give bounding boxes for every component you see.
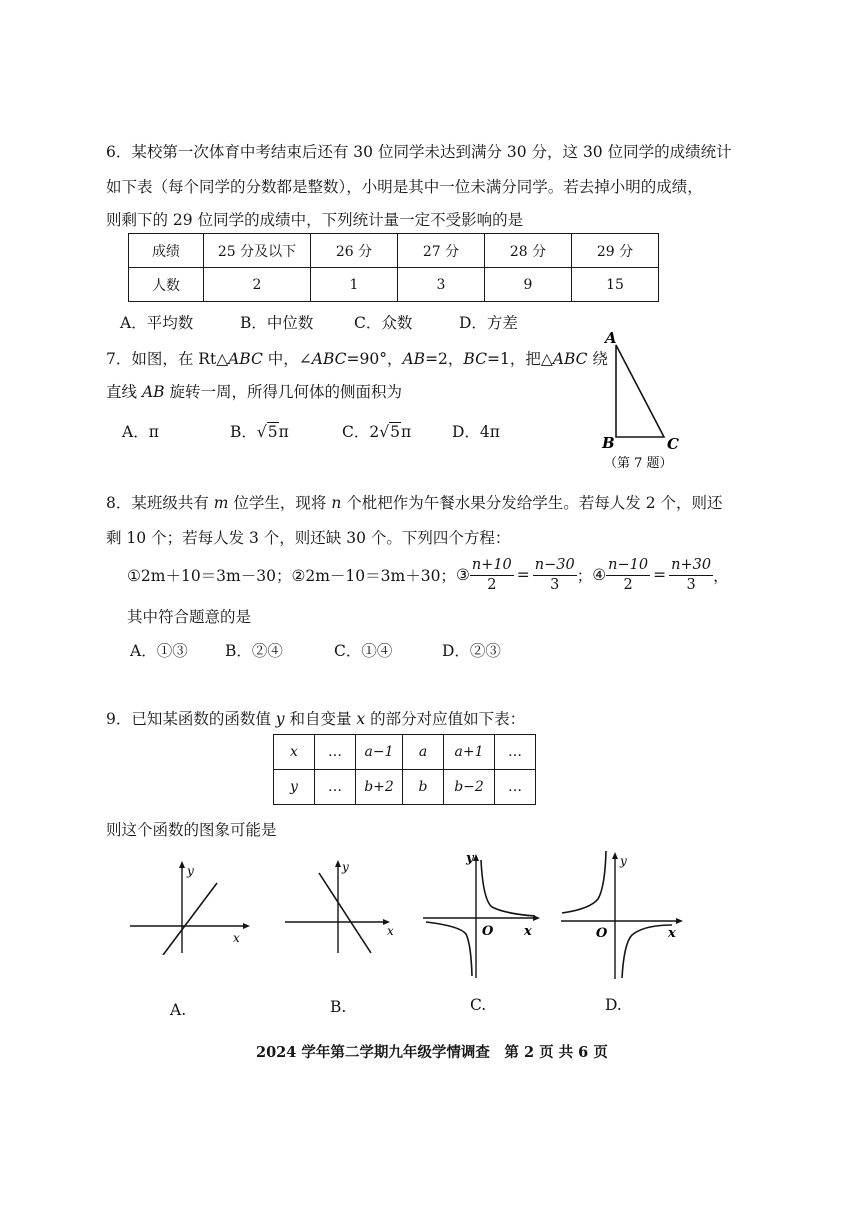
table-cell: y — [274, 770, 315, 805]
q8-var: n — [331, 494, 342, 512]
q8-text: 8．某班级共有 — [106, 494, 214, 512]
graph-b — [283, 855, 403, 955]
sqrt-radicand: 5 — [390, 423, 400, 441]
table-cell: … — [315, 735, 356, 770]
q8-text: 位学生，现将 — [228, 494, 332, 512]
axis-label-x: x — [233, 931, 240, 945]
table-row — [274, 770, 536, 805]
separator: ， — [713, 567, 729, 585]
fraction — [669, 556, 713, 593]
q8-option-c: C．①④ — [334, 642, 393, 660]
table-cell: 9 — [485, 268, 572, 302]
q7-text: =1，把△ — [486, 350, 553, 368]
denominator: 2 — [623, 576, 633, 593]
table-cell: a — [403, 735, 444, 770]
q6-option-b: B．中位数 — [240, 314, 314, 332]
axis-label-x: x — [668, 926, 676, 941]
origin-label: O — [596, 926, 608, 941]
q7-line-2 — [106, 380, 402, 402]
q7-text: 中，∠ — [262, 350, 312, 368]
q6-line-2: 如下表（每个同学的分数都是整数），小明是其中一位未满分同学。若去掉小明的成绩， — [106, 178, 703, 196]
q7-option-c-label: C．2 — [342, 423, 380, 441]
x-axis-arrow-icon — [676, 918, 683, 924]
graph-b-label: B. — [330, 998, 347, 1016]
y-axis-arrow-icon — [179, 861, 185, 868]
table-cell: b−2 — [444, 770, 495, 805]
sqrt-radicand: 5 — [267, 423, 278, 441]
q9-value-table — [273, 734, 536, 805]
q7-var: ABC — [228, 350, 263, 368]
table-cell: 1 — [311, 268, 398, 302]
q7-text: 直线 — [106, 383, 142, 401]
x-axis-arrow-icon — [243, 923, 250, 929]
q9-text: 9．已知某函数的函数值 — [106, 710, 276, 728]
graph-line — [163, 883, 217, 955]
graph-c — [420, 848, 545, 983]
table-cell: x — [274, 735, 315, 770]
table-cell: … — [315, 770, 356, 805]
y-axis-arrow-icon — [473, 854, 479, 861]
table-cell: 27 分 — [398, 234, 485, 268]
q8-option-a: A．①③ — [130, 642, 188, 660]
axis-label-y: y — [342, 860, 349, 874]
fraction — [470, 556, 514, 593]
axis-label-x: x — [524, 924, 532, 939]
equation-4-label: ④ — [592, 566, 607, 584]
q7-option-b: B．√5π — [230, 423, 289, 441]
table-row — [274, 735, 536, 770]
equation-1: ①2m＋10＝3m－30； — [127, 567, 292, 585]
q9-var: y — [275, 710, 285, 728]
table-row — [129, 268, 659, 302]
q8-text: 个枇杷作为午餐水果分发给学生。若每人发 2 个，则还 — [341, 494, 723, 512]
graph-d-label: D. — [605, 996, 622, 1014]
axis-label-y: y — [187, 864, 194, 878]
q9-line-1 — [106, 707, 525, 729]
equation-3-label: ③ — [455, 566, 470, 584]
q8-equations — [127, 552, 729, 598]
label-b: B — [602, 434, 615, 452]
q9-text: 的部分对应值如下表： — [365, 710, 526, 728]
q7-var: ABC — [552, 350, 588, 368]
q6-option-c: C．众数 — [354, 314, 413, 332]
numerator: n−10 — [606, 556, 650, 575]
table-cell: b — [403, 770, 444, 805]
q6-option-d: D．方差 — [459, 314, 518, 332]
q6-line-1: 6．某校第一次体育中考结束后还有 30 位同学未达到满分 30 分，这 30 位同学的成绩统计 — [106, 143, 732, 161]
table-cell: 成绩 — [129, 234, 204, 268]
denominator: 3 — [550, 576, 560, 593]
equals-sign: = — [516, 566, 530, 584]
hyperbola-branch — [426, 922, 472, 976]
denominator: 2 — [487, 576, 497, 593]
table-cell: 人数 — [129, 268, 204, 302]
q7-text: 绕 — [587, 350, 608, 368]
table-cell: 2 — [204, 268, 311, 302]
q7-option-c: C．2√5π — [342, 423, 412, 441]
q7-option-c-pi: π — [401, 423, 412, 441]
table-cell: b+2 — [356, 770, 403, 805]
graph-d — [558, 845, 688, 985]
q8-option-d: D．②③ — [442, 642, 501, 660]
table-cell: … — [495, 770, 536, 805]
axis-label-y: y — [466, 851, 474, 866]
q8-line-4: 其中符合题意的是 — [127, 608, 252, 626]
q9-var: x — [356, 710, 366, 728]
q8-option-b: B．②④ — [225, 642, 283, 660]
q7-option-a: A．π — [122, 423, 159, 441]
hyperbola-branch — [622, 925, 672, 978]
q9-line-2: 则这个函数的图象可能是 — [106, 821, 277, 839]
label-c: C — [667, 435, 679, 453]
q8-var: m — [213, 494, 229, 512]
page-footer: 2024 学年第二学期九年级学情调查 第 2 页 共 6 页 — [256, 1044, 608, 1061]
q7-line-1 — [106, 347, 608, 369]
q7-text: =90°， — [346, 350, 403, 368]
q9-text: 和自变量 — [284, 710, 357, 728]
q6-option-a: A．平均数 — [120, 314, 194, 332]
q7-var: BC — [463, 350, 487, 368]
table-cell: a−1 — [356, 735, 403, 770]
label-a: A — [605, 329, 617, 347]
numerator: n−30 — [533, 556, 577, 575]
table-cell: 28 分 — [485, 234, 572, 268]
q7-var: ABC — [311, 350, 347, 368]
figure-caption: （第 7 题） — [604, 456, 673, 471]
q7-var: AB — [141, 383, 165, 401]
separator: ； — [576, 567, 593, 585]
q7-triangle-figure — [590, 325, 700, 475]
equation-2: ②2m－10＝3m＋30； — [291, 567, 456, 585]
y-axis-arrow-icon — [612, 852, 618, 859]
hyperbola-branch — [562, 851, 606, 913]
y-axis-arrow-icon — [335, 860, 341, 867]
graph-a-label: A. — [170, 1001, 187, 1019]
q7-text: 旋转一周，所得几何体的侧面积为 — [164, 383, 402, 401]
q7-text: 7．如图，在 Rt△ — [106, 350, 229, 368]
q7-option-b-label: B． — [230, 423, 257, 441]
table-cell: 25 分及以下 — [204, 234, 311, 268]
fraction — [533, 556, 577, 593]
graph-a — [125, 855, 255, 955]
table-cell: a+1 — [444, 735, 495, 770]
origin-label: O — [482, 924, 494, 939]
q8-line-1 — [106, 491, 723, 513]
table-cell: 15 — [572, 268, 659, 302]
fraction — [606, 556, 650, 593]
axis-label-x: x — [387, 924, 394, 938]
numerator: n+30 — [669, 556, 713, 575]
table-cell: … — [495, 735, 536, 770]
axis-label-y: y — [620, 854, 627, 868]
q6-line-3: 则剩下的 29 位同学的成绩中，下列统计量一定不受影响的是 — [106, 211, 524, 229]
q6-score-table — [128, 233, 659, 302]
q7-text: =2， — [425, 350, 464, 368]
q7-option-b-pi: π — [278, 423, 289, 441]
graph-c-label: C. — [470, 996, 487, 1014]
numerator: n+10 — [470, 556, 514, 575]
hyperbola-branch — [481, 860, 535, 916]
table-row — [129, 234, 659, 268]
graph-line — [319, 873, 371, 953]
equals-sign: = — [653, 566, 667, 584]
q7-option-d: D．4π — [452, 423, 500, 441]
q8-line-2: 剩 10 个；若每人发 3 个，则还缺 30 个。下列四个方程： — [106, 529, 511, 547]
q7-var: AB — [402, 350, 426, 368]
table-cell: 26 分 — [311, 234, 398, 268]
table-cell: 29 分 — [572, 234, 659, 268]
table-cell: 3 — [398, 268, 485, 302]
triangle-shape — [616, 345, 664, 437]
denominator: 3 — [686, 576, 696, 593]
